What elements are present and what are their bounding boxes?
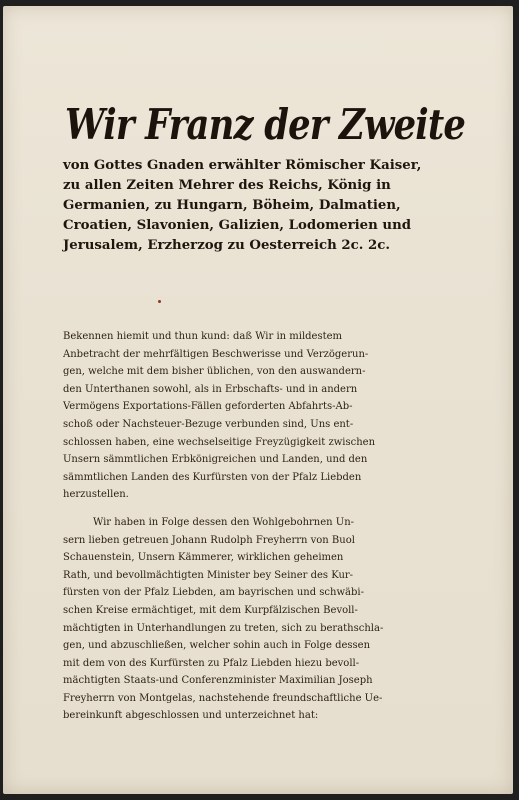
- text-line: herzustellen.: [63, 489, 129, 501]
- title-line: Croatien, Slavonien, Galizien, Lodomerien und: [63, 218, 412, 233]
- text-line: gen, und abzuschließen, welcher sohin auch in Folge dessen: [63, 640, 371, 652]
- text-line: mit dem von des Kurfürsten zu Pfalz Liebden hiezu bevoll-: [63, 657, 360, 669]
- title-line: zu allen Zeiten Mehrer des Reichs, König in: [63, 178, 391, 193]
- text-line: Rath, und bevollmächtigten Minister bey Seiner des Kur-: [63, 569, 354, 581]
- text-line: mächtigten Staats-und Conferenzminister Maximilian Joseph: [63, 675, 373, 687]
- text-line: Unsern sämmtlichen Erbkönigreichen und Landen, und den: [63, 454, 368, 466]
- document-body: [63, 328, 481, 725]
- title-line: von Gottes Gnaden erwählter Römischer Kaiser,: [63, 158, 422, 173]
- text-line: mächtigten in Unterhandlungen zu treten, sich zu berathschla-: [63, 622, 384, 634]
- text-line: sämmtlichen Landen des Kurfürsten von der Pfalz Liebden: [63, 471, 362, 483]
- title-line: Germanien, zu Hungarn, Böheim, Dalmatien,: [63, 198, 401, 213]
- text-line: sern lieben getreuen Johann Rudolph Freyherrn von Buol: [63, 534, 355, 546]
- document-page: [3, 6, 513, 794]
- text-line: Vermögens Exportations-Fällen geforderten Abfahrts-Ab-: [63, 401, 353, 413]
- text-line: Bekennen hiemit und thun kund: daß Wir in mildestem: [63, 331, 343, 342]
- text-line: schoß oder Nachsteuer-Bezuge verbunden sind, Uns ent-: [63, 418, 354, 430]
- text-line: schlossen haben, eine wechselseitige Freyzügigkeit zwischen: [63, 436, 376, 448]
- ink-dot: [158, 300, 161, 303]
- title-line: Jerusalem, Erzherzog zu Oesterreich 2c. 2c.: [63, 238, 391, 253]
- text-line: bereinkunft abgeschlossen und unterzeichnet hat:: [63, 710, 319, 722]
- paragraph-2: [63, 514, 481, 725]
- text-line: Wir haben in Folge dessen den Wohlgebohrnen Un-: [93, 516, 355, 528]
- text-line: Schauenstein, Unsern Kämmerer, wirklichen geheimen: [63, 552, 344, 564]
- text-line: Anbetracht der mehrfältigen Beschwerisse und Verzögerun-: [63, 348, 369, 360]
- document-heading: Wir Franz der Zweite: [65, 100, 465, 149]
- text-line: gen, welche mit dem bisher üblichen, von den auswandern-: [63, 366, 366, 378]
- paragraph-1: [63, 328, 481, 504]
- ruler-titles: [63, 156, 473, 256]
- text-line: Freyherrn von Montgelas, nachstehende freundschaftliche Ue-: [63, 692, 383, 704]
- text-line: fürsten von der Pfalz Liebden, am bayrischen und schwäbi-: [63, 587, 364, 599]
- text-line: den Unterthanen sowohl, als in Erbschafts- und in andern: [63, 383, 358, 395]
- text-line: schen Kreise ermächtiget, mit dem Kurpfälzischen Bevoll-: [63, 604, 358, 616]
